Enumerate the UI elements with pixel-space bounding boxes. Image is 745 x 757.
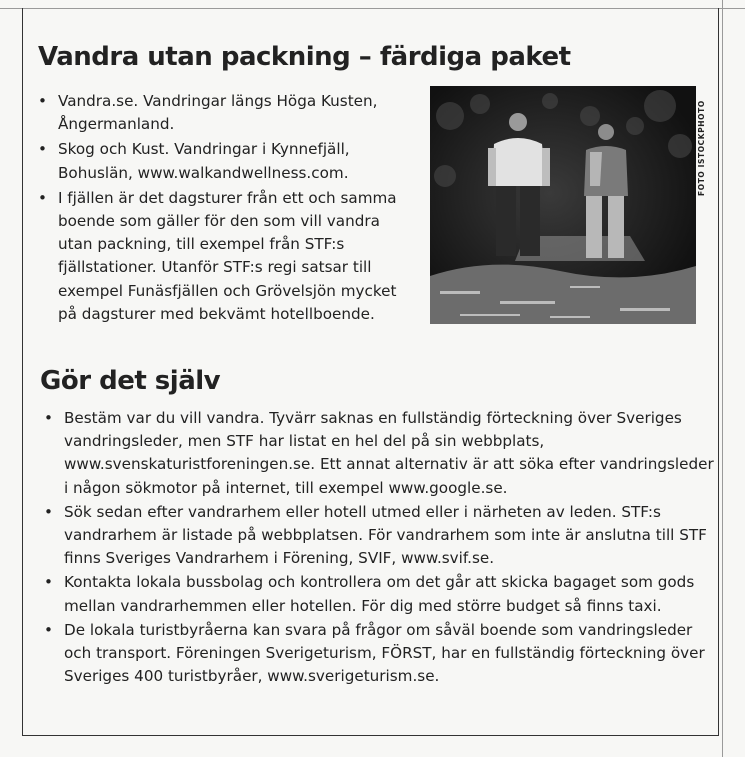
bullet-icon: • [44,573,53,592]
bullet-icon: • [38,140,47,159]
scan-right-edge [722,0,723,757]
bullet-icon: • [44,409,53,427]
photo-credit: FOTO ISTOCKPHOTO [697,100,706,196]
package-list [38,90,403,328]
bullet-icon: • [38,188,47,207]
bullet-icon: • [38,92,47,110]
diy-list [44,407,716,689]
list-item-text: Skog och Kust. Vandringar i Kynnefjäll, Bohuslän, www.walkandwellness.com. [58,140,350,182]
list-item [38,90,403,136]
list-item [38,187,403,326]
list-item-text: I fjällen är det dagsturer från ett och samma boende som gäller för den som vill vandra utan packning, till exempel från STF:s fjällstationer. Utanför STF:s regi satsar till exempel Funäsfjällen och Grövelsjön mycket på dagsturer med bekvämt hotellboende. [58,188,397,323]
list-item [44,501,716,571]
list-item-text: Bestäm var du vill vandra. Tyvärr saknas en fullständig förteckning över Sveriges vandringsleder, men STF har listat en hel del på sin webbplats, www.svenskaturistforeningen.se. Ett annat alternativ är att söka efter vandringsleder i någon sökmotor på internet, till exempel www.google.se. [64,409,714,497]
list-item [44,571,716,617]
list-item-text: Sök sedan efter vandrarhem eller hotell utmed eller i närheten av leden. STF:s vandrarhem är listade på webbplatsen. För vandrarhem som inte är anslutna till STF finns Sveriges Vandrarhem i Förening, SVIF, www.svif.se. [64,502,707,568]
hikers-photo-image [430,86,696,324]
list-item [38,138,403,184]
list-item-text: Kontakta lokala bussbolag och kontrollera om det går att skicka bagaget som gods mellan vandrarhemmen eller hotellen. För dig med större budget så finns taxi. [64,573,695,615]
hikers-photo [430,86,696,324]
bullet-icon: • [44,620,53,639]
list-item-text: De lokala turistbyråerna kan svara på frågor om såväl boende som vandringsleder och transport. Föreningen Sverigeturism, FÖRST, har en fullständig förteckning över Sveriges 400 turistbyråer, www.sverigeturism.se. [64,620,705,686]
bullet-icon: • [44,502,53,521]
heading-do-it-yourself: Gör det själv [40,366,221,396]
list-item-text: Vandra.se. Vandringar längs Höga Kusten, Ångermanland. [58,92,378,134]
heading-packages: Vandra utan packning – färdiga paket [38,42,571,72]
list-item [44,619,716,689]
list-item [44,407,716,500]
